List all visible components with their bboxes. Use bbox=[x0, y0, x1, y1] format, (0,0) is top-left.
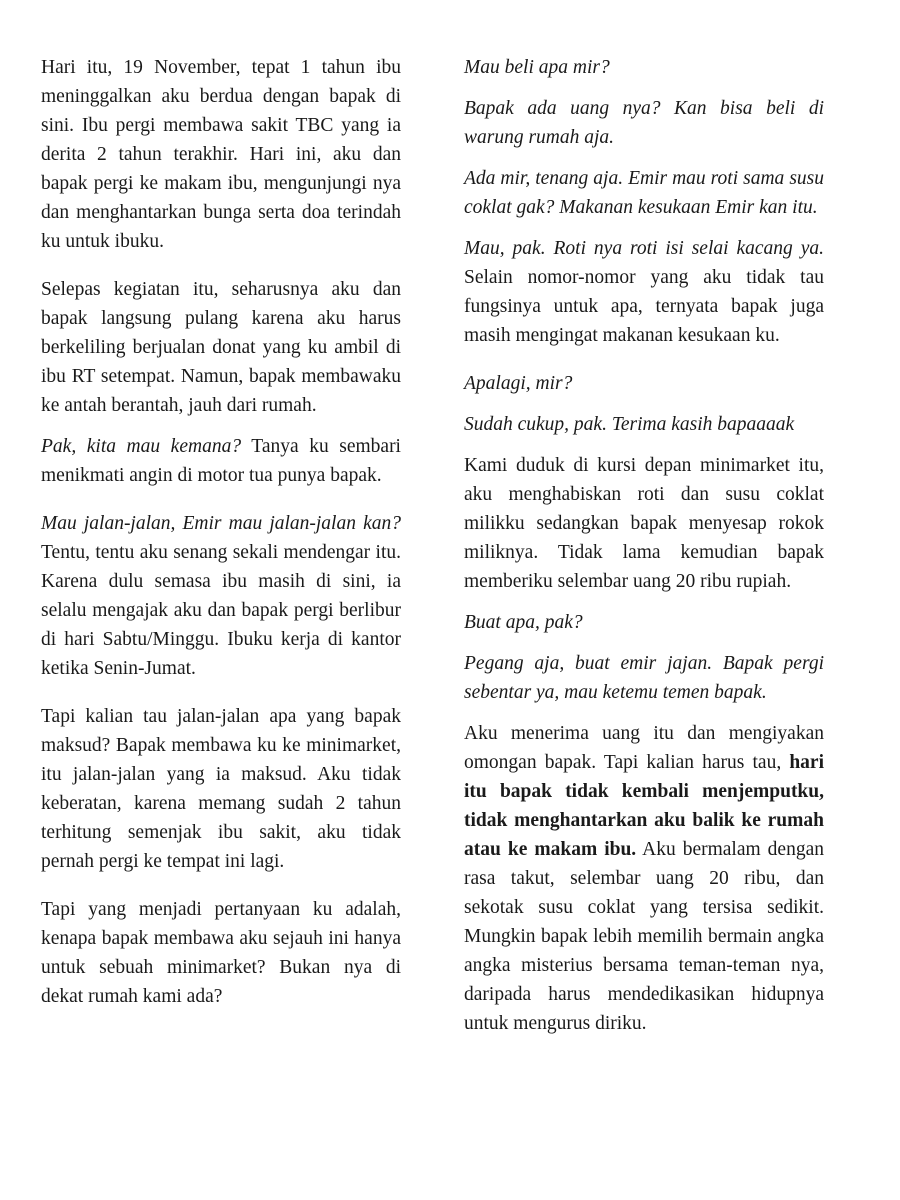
paragraph: Selepas kegiatan itu, seharusnya aku dan bapak langsung pulang karena aku harus berkeliling berjualan donat yang ku ambil di ibu RT setempat. Namun, bapak membawaku ke antah berantah, jauh dari rumah. bbox=[41, 279, 401, 416]
dialogue-line bbox=[464, 608, 824, 637]
narration-text: Aku menerima uang itu dan mengiyakan omongan bapak. Tapi kalian harus tau, bbox=[464, 723, 824, 773]
dialogue-italic: Mau jalan-jalan, Emir mau jalan-jalan kan? bbox=[41, 513, 401, 534]
paragraph: Tapi yang menjadi pertanyaan ku adalah, kenapa bapak membawa aku sejauh ini hanya untuk sebuah minimarket? Bukan nya di dekat rumah kami ada? bbox=[41, 899, 401, 1007]
dialogue-italic: Sudah cukup, pak. Terima kasih bapaaaak bbox=[464, 414, 795, 435]
dialogue-italic: Mau beli apa mir? bbox=[464, 57, 610, 78]
narration-text: Tanya ku sembari menikmati angin di motor tua punya bapak. bbox=[41, 436, 401, 486]
dialogue-italic: Ada mir, tenang aja. Emir mau roti sama susu coklat gak? Makanan kesukaan Emir kan itu. bbox=[464, 168, 824, 218]
emphasis-bold: hari itu bapak tidak kembali menjemputku, tidak menghantarkan aku balik ke rumah atau ke makam ibu. bbox=[464, 752, 824, 860]
paragraph: Hari itu, 19 November, tepat 1 tahun ibu meninggalkan aku berdua dengan bapak di sini. Ibu pergi membawa sakit TBC yang ia derita 2 tahun terakhir. Hari ini, aku dan bapak pergi ke makam ibu, mengunjungi nya dan menghantarkan bunga serta doa terindah ku untuk ibuku. bbox=[41, 57, 401, 252]
dialogue-line bbox=[464, 410, 824, 439]
narration-text: Selain nomor-nomor yang aku tidak tau fungsinya untuk apa, ternyata bapak juga masih mengingat makanan kesukaan ku. bbox=[464, 267, 824, 346]
narration-text: Aku bermalam dengan rasa takut, selembar uang 20 ribu, dan sekotak susu coklat yang tersisa sedikit. Mungkin bapak lebih memilih bermain angka angka misterius bersama teman-teman nya, daripada harus mendedikasikan hidupnya untuk mengurus diriku. bbox=[464, 839, 824, 1034]
right-column bbox=[464, 53, 824, 1050]
dialogue-italic: Bapak ada uang nya? Kan bisa beli di warung rumah aja. bbox=[464, 98, 824, 148]
dialogue-italic: Mau, pak. Roti nya roti isi selai kacang ya. bbox=[464, 238, 824, 259]
paragraph bbox=[41, 432, 401, 490]
dialogue-italic: Apalagi, mir? bbox=[464, 373, 573, 394]
dialogue-italic: Pak, kita mau kemana? bbox=[41, 436, 242, 457]
dialogue-italic: Buat apa, pak? bbox=[464, 612, 583, 633]
dialogue-italic: Pegang aja, buat emir jajan. Bapak pergi sebentar ya, mau ketemu temen bapak. bbox=[464, 653, 824, 703]
narration-text: Tentu, tentu aku senang sekali mendengar itu. Karena dulu semasa ibu masih di sini, ia selalu mengajak aku dan bapak pergi berlibur di hari Sabtu/Minggu. Ibuku kerja di kantor ketika Senin-Jumat. bbox=[41, 542, 401, 679]
dialogue-line bbox=[464, 164, 824, 222]
dialogue-line bbox=[464, 369, 824, 398]
dialogue-line bbox=[464, 649, 824, 707]
dialogue-line bbox=[464, 94, 824, 152]
paragraph bbox=[464, 719, 824, 1038]
dialogue-line bbox=[464, 53, 824, 82]
paragraph bbox=[41, 509, 401, 683]
left-column bbox=[41, 53, 401, 1030]
paragraph: Tapi kalian tau jalan-jalan apa yang bapak maksud? Bapak membawa ku ke minimarket, itu jalan-jalan yang ia maksud. Aku tidak keberatan, karena memang sudah 2 tahun terhitung semenjak ibu sakit, aku tidak pernah pergi ke tempat ini lagi. bbox=[41, 706, 401, 872]
paragraph bbox=[464, 234, 824, 350]
paragraph: Kami duduk di kursi depan minimarket itu, aku menghabiskan roti dan susu coklat milikku sedangkan bapak menyesap rokok miliknya. Tidak lama kemudian bapak memberiku selembar uang 20 ribu rupiah. bbox=[464, 455, 824, 592]
